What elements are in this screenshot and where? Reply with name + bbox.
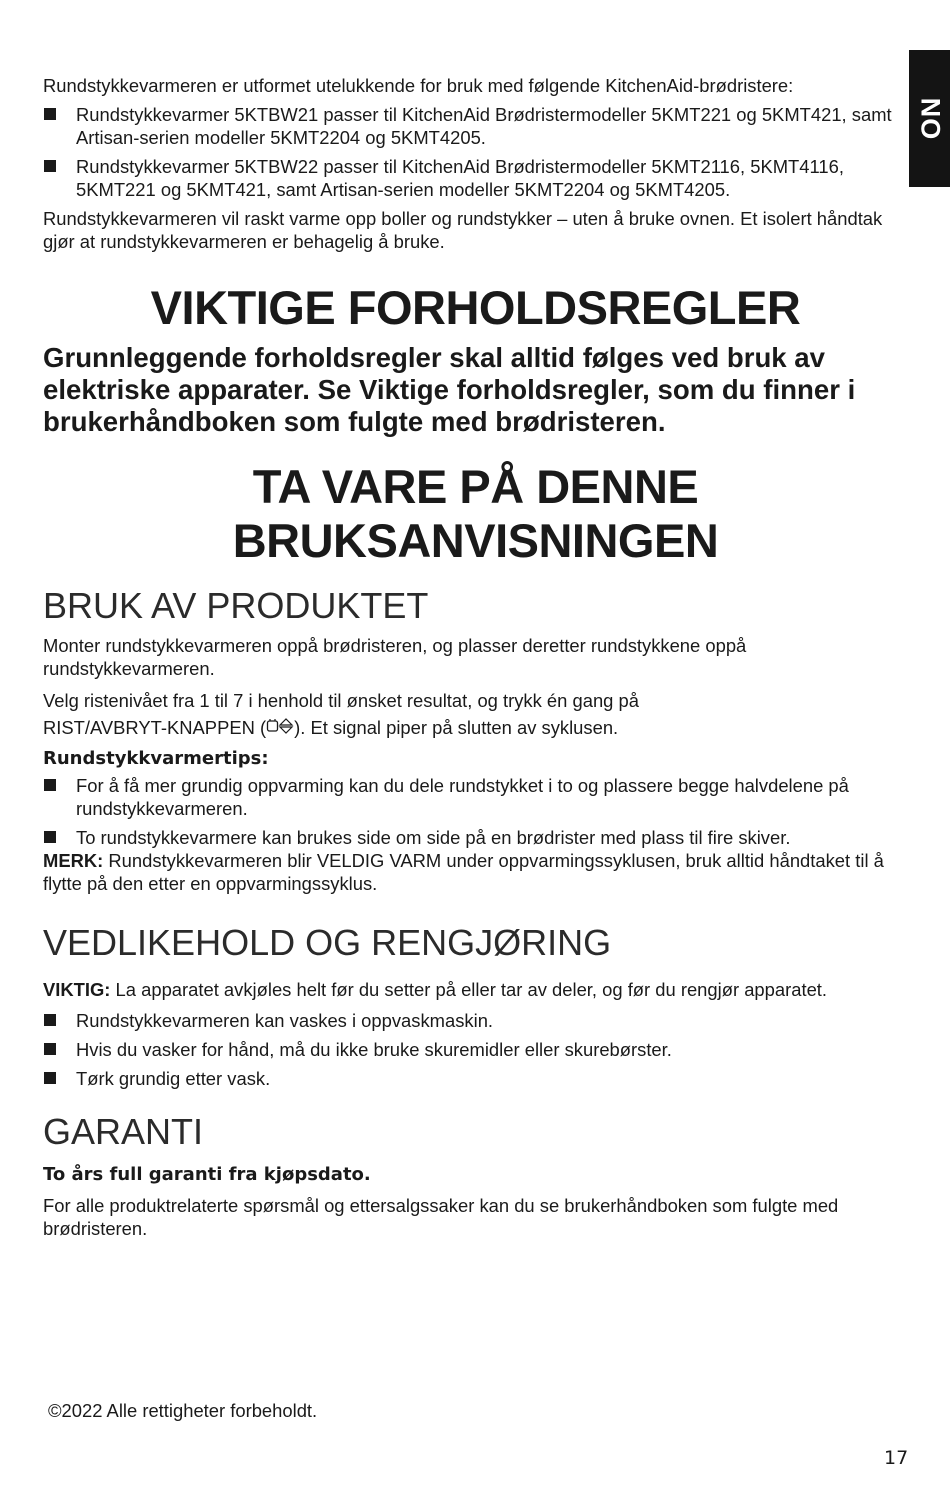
list-item: Rundstykkevarmer 5KTBW21 passer til KitchenAid Brødristermodeller 5KMT221 og 5KMT421, samt Artisan-serien modeller 5KMT2204 og 5KMT4205. xyxy=(43,103,908,149)
save-heading-line2: BRUKSANVISNINGEN xyxy=(232,514,719,567)
usage-heading: BRUK AV PRODUKTET xyxy=(43,585,429,626)
copyright: ©2022 Alle rettigheter forbeholdt. xyxy=(48,1400,318,1421)
intro-text: Rundstykkevarmeren er utformet utelukkende for bruk med følgende KitchenAid-brødristere: xyxy=(43,75,794,96)
usage-paragraph: Monter rundstykkevarmeren oppå brødristeren, og plasser deretter rundstykkene oppå rundstykkevarmeren. xyxy=(43,635,747,679)
list-item: Rundstykkevarmer 5KTBW22 passer til KitchenAid Brødristermodeller 5KMT2116, 5KMT4116, 5KMT221 og 5KMT421, samt Artisan-serien modeller 5KMT2204 og 5KMT4205. xyxy=(43,155,908,201)
safety-lead: Grunnleggende forholdsregler skal alltid følges ved bruk av elektriske apparater. Se Viktige forholdsregler, som du finner i brukerhåndboken som fulgte med brødristeren. xyxy=(43,342,856,437)
language-tab xyxy=(909,50,950,187)
note xyxy=(43,849,908,895)
important-label: VIKTIG: xyxy=(43,979,111,1000)
warranty-subtitle: To års full garanti fra kjøpsdato. xyxy=(43,1164,371,1185)
page-number: 17 xyxy=(884,1447,909,1469)
warranty-text: For alle produktrelaterte spørsmål og ettersalgssaker kan du se brukerhåndboken som fulgte med brødristeren. xyxy=(43,1195,839,1239)
care-list xyxy=(43,1009,908,1090)
save-heading-line1: TA VARE PÅ DENNE xyxy=(252,460,699,513)
save-instructions-heading xyxy=(43,460,908,568)
warranty-heading: GARANTI xyxy=(43,1111,204,1152)
safety-heading: VIKTIGE FORHOLDSREGLER xyxy=(150,281,801,334)
language-code: NO xyxy=(915,97,945,140)
page-content xyxy=(43,74,908,1240)
compatibility-list xyxy=(43,103,908,201)
note-text: Rundstykkevarmeren blir VELDIG VARM under oppvarmingssyklusen, bruk alltid håndtaket til å flytte på den etter en oppvarmingssyklus. xyxy=(43,850,884,894)
list-item: Hvis du vasker for hånd, må du ikke bruke skuremidler eller skurebørster. xyxy=(43,1038,908,1061)
important-text: La apparatet avkjøles helt før du setter på eller tar av deler, og før du rengjør apparatet. xyxy=(110,979,828,1000)
usage-instruction-line2-end: ). Et signal piper på slutten av syklusen. xyxy=(294,717,619,738)
tips-list xyxy=(43,774,908,849)
usage-instruction xyxy=(43,687,908,741)
care-heading: VEDLIKEHOLD OG RENGJØRING xyxy=(43,922,612,963)
list-item: Tørk grundig etter vask. xyxy=(43,1067,908,1090)
note-label: MERK: xyxy=(43,850,104,871)
intro-closing: Rundstykkevarmeren vil raskt varme opp boller og rundstykker – uten å bruke ovnen. Et isolert håndtak gjør at rundstykkevarmeren er behagelig å bruke. xyxy=(43,208,883,252)
important-note xyxy=(43,978,908,1001)
toast-cancel-icon xyxy=(266,716,294,736)
usage-instruction-line2-start: RIST/AVBRYT-KNAPPEN ( xyxy=(43,717,267,738)
list-item: For å få mer grundig oppvarming kan du dele rundstykket i to og plassere begge halvdelene på rundstykkevarmeren. xyxy=(43,774,908,820)
tips-title: Rundstykkvarmertips: xyxy=(43,748,269,769)
list-item: To rundstykkevarmere kan brukes side om side på en brødrister med plass til fire skiver. xyxy=(43,826,908,849)
usage-instruction-line1: Velg ristenivået fra 1 til 7 i henhold til ønsket resultat, og trykk én gang på xyxy=(43,690,639,711)
list-item: Rundstykkevarmeren kan vaskes i oppvaskmaskin. xyxy=(43,1009,908,1032)
